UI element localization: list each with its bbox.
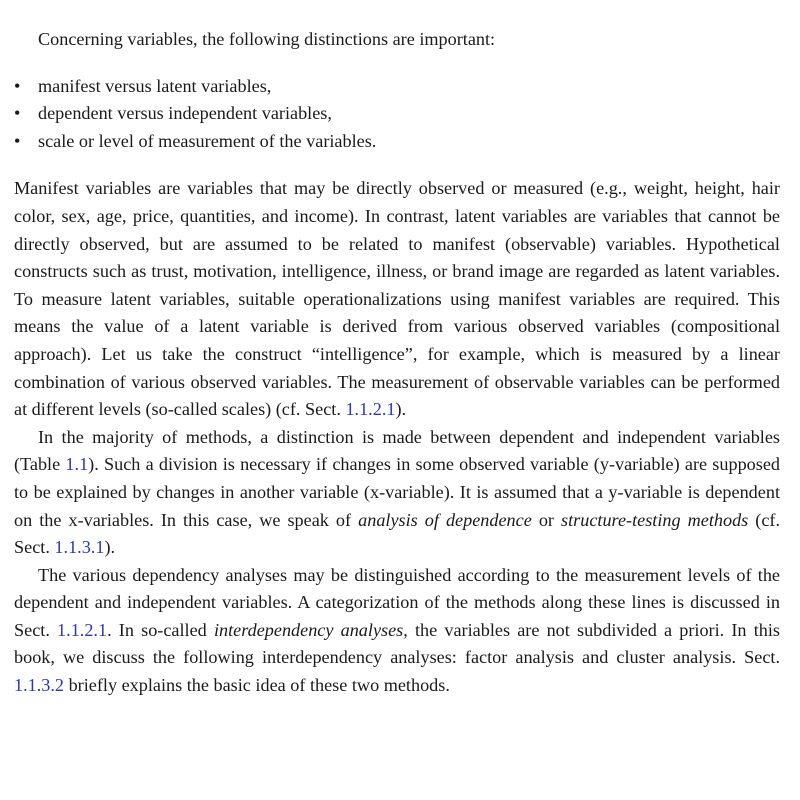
paragraph-text: . In so-called	[107, 619, 214, 640]
paragraph-manifest-latent	[14, 175, 780, 423]
section-link[interactable]: 1.1.2.1	[57, 619, 108, 640]
section-link[interactable]: 1.1.2.1	[345, 399, 396, 420]
section-link[interactable]: 1.1.3.1	[54, 537, 105, 558]
list-item: • manifest versus latent variables,	[14, 73, 780, 101]
table-link[interactable]: 1.1	[65, 454, 89, 475]
paragraph-text: The various dependency analyses may be distinguished according to the measurement levels of the dependent and independent variables. A categorization of the methods along these lines is discussed in Sect.	[14, 564, 780, 640]
paragraph-text: the variables are not subdivided a priori. In this book, we discuss the following interdependency analyses: factor analysis and cluster analysis. Sect.	[14, 619, 780, 668]
paragraph-text: Manifest variables are variables that may be directly observed or measured (e.g., weight, height, hair color, sex, age, price, quantities, and income). In contrast, latent variables are variables that cannot be directly observed, but are assumed to be related to manifest (observable) variables. Hypothetical constructs such as trust, motivation, intelligence, illness, or brand image are regarded as latent variables. To measure latent variables, suitable operationalizations using manifest variables are required. This means the value of a latent variable is derived from various observed variables (compositional approach). Let us take the construct “intelligence”, for example, which is measured by a linear combination of various observed variables. The measurement of observable variables can be performed at different levels (so-called scales) (cf. Sect.	[14, 178, 780, 420]
paragraph-text: In the majority of methods, a distinction is made between dependent and independent variables (Table	[14, 426, 780, 475]
paragraph-text: or	[531, 509, 562, 530]
emphasis-term: interdependency analyses,	[213, 619, 408, 640]
intro-sentence: Concerning variables, the following distinctions are important:	[38, 29, 496, 49]
emphasis-term: structure-testing methods	[561, 509, 749, 530]
list-item: • scale or level of measurement of the variables.	[14, 128, 780, 156]
emphasis-term: analysis of dependence	[358, 509, 532, 530]
paragraph-text: briefly explains the basic idea of these two methods.	[64, 675, 450, 696]
paragraph-text: (cf. Sect.	[14, 509, 781, 558]
paragraph-dependent-independent	[14, 424, 780, 562]
section-link[interactable]: 1.1.3.2	[14, 675, 65, 696]
paragraph-text: ). Such a division is necessary if changes in some observed variable (y-variable) are supposed to be explained by changes in another variable (x-variable). It is assumed that a y-variable is dependent on the x-variables. In this case, we speak of	[14, 454, 780, 530]
list-item: • dependent versus independent variables,	[14, 100, 780, 128]
paragraph-interdependency	[14, 562, 780, 700]
paragraph-text: ).	[104, 537, 116, 558]
distinctions-list	[14, 73, 780, 156]
paragraph-text: ).	[395, 399, 407, 420]
